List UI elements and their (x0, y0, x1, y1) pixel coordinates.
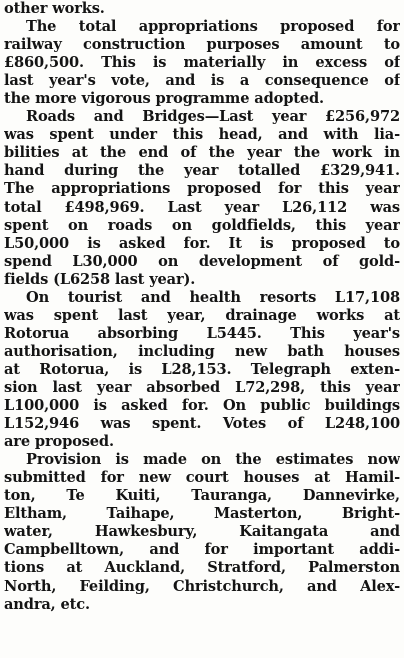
text-line: £860,500. This is materially in excess of (4, 54, 400, 72)
text-line: Eltham, Taihape, Masterton, Bright- (4, 505, 400, 523)
text-line: submitted for new court houses at Hamil- (4, 469, 400, 487)
text-line: railway construction purposes amount to (4, 36, 400, 54)
text-line: Provision is made on the estimates now (26, 451, 400, 469)
text-line: L100,000 is asked for. On public buildings (4, 397, 400, 415)
paragraph-roads-and-bridges (4, 108, 400, 288)
paragraph-railway-construction (4, 18, 400, 108)
text-line: The total appropriations proposed for (26, 18, 400, 36)
text-line: The appropriations proposed for this year (4, 180, 400, 198)
text-line: spent on roads on goldfields, this year (4, 216, 400, 234)
text-line: was spent last year, drainage works at (4, 306, 400, 324)
paragraph-tourist-health-resorts (4, 289, 400, 451)
text-line: L50,000 is asked for. It is proposed to (4, 234, 400, 252)
text-line: andra, etc. (4, 595, 90, 613)
paragraph-continuation (4, 0, 400, 18)
text-line: other works. (4, 0, 105, 17)
text-line: Campbelltown, and for important addi- (4, 541, 400, 559)
text-line: authorisation, including new bath houses (4, 342, 400, 360)
text-line: the more vigorous programme adopted. (4, 90, 324, 108)
text-line: at Rotorua, is L28,153. Telegraph exten- (4, 360, 400, 378)
text-line: On tourist and health resorts L17,108 (26, 288, 400, 306)
text-line: L152,946 was spent. Votes of L248,100 (4, 415, 400, 433)
text-line: sion last year absorbed L72,298, this year (4, 378, 400, 396)
text-line: Roads and Bridges—Last year £256,972 (26, 108, 400, 126)
text-line: bilities at the end of the year the work in (4, 144, 400, 162)
text-line: Rotorua absorbing L5445. This year's (4, 324, 400, 342)
text-line: hand during the year totalled £329,941. (4, 162, 400, 180)
text-line: water, Hawkesbury, Kaitangata and (4, 523, 400, 541)
text-line: spend L30,000 on development of gold- (4, 252, 400, 270)
text-line: was spent under this head, and with lia- (4, 126, 400, 144)
text-line: ton, Te Kuiti, Tauranga, Dannevirke, (4, 487, 400, 505)
text-line: tions at Auckland, Stratford, Palmerston (4, 559, 400, 577)
newspaper-column (4, 0, 400, 658)
text-line: last year's vote, and is a consequence of (4, 72, 400, 90)
paragraph-court-houses (4, 451, 400, 613)
text-line: North, Feilding, Christchurch, and Alex- (4, 577, 400, 595)
text-line: are proposed. (4, 433, 114, 451)
text-line: fields (L6258 last year). (4, 270, 196, 288)
text-line: total £498,969. Last year L26,112 was (4, 198, 400, 216)
